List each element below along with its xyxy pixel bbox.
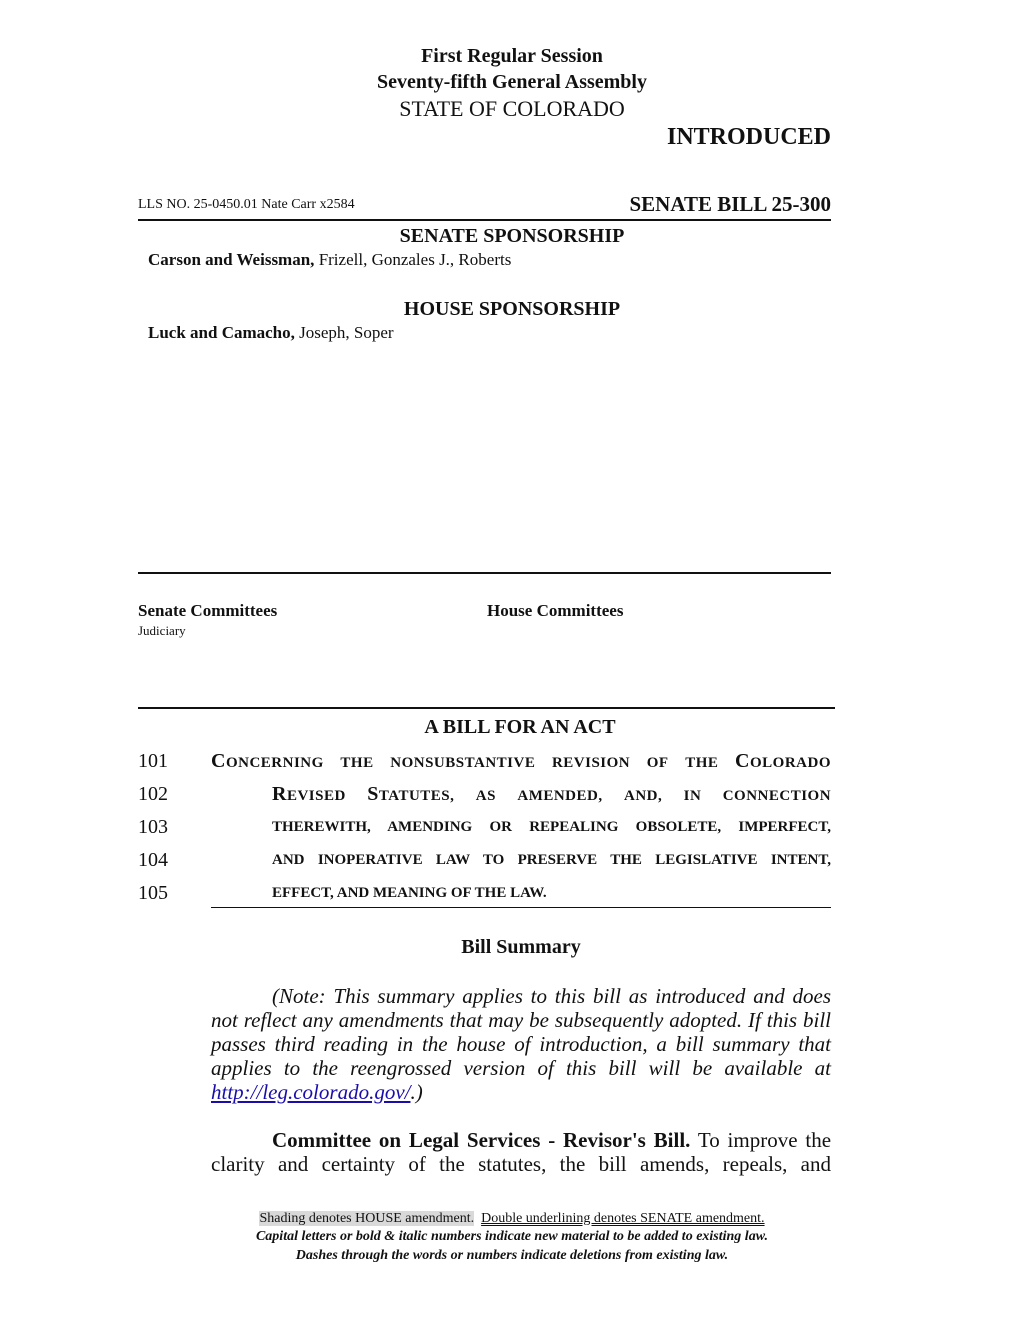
session-title: First Regular Session — [421, 45, 603, 67]
footer-capital-note: Capital letters or bold & italic numbers indicate new material to be added to existing law. — [255, 1229, 769, 1244]
bill-number: SENATE BILL 25-300 — [629, 192, 831, 216]
summary-note-text: (Note: This summary applies to this bill as introduced and does not reflect any amendments that may be subsequently adopted. If this bill passes third reading in the house of introduction, a bill summary that applies to the reengrossed version of this bill will be available at — [211, 984, 831, 1080]
bill-title-line: EFFECT, AND MEANING OF THE LAW. — [272, 885, 547, 901]
bill-title-line: AND INOPERATIVE LAW TO PRESERVE THE LEGISLATIVE INTENT, — [272, 852, 831, 868]
senate-committee-judiciary: Judiciary — [138, 623, 186, 638]
senate-sponsors — [148, 250, 511, 270]
footer-amendments — [0, 1211, 1024, 1227]
senate-committees-label: Senate Committees — [138, 601, 278, 620]
line-number: 101 — [138, 750, 168, 772]
line-number: 105 — [138, 882, 168, 904]
lls-number: LLS NO. 25-0450.01 Nate Carr x2584 — [138, 197, 355, 212]
house-sponsorship-heading: HOUSE SPONSORSHIP — [403, 298, 621, 320]
committees-top-divider — [138, 572, 831, 574]
footer-dashes-note: Dashes through the words or numbers indicate deletions from existing law. — [295, 1248, 729, 1263]
status-label: INTRODUCED — [666, 124, 831, 150]
bill-title-line: CONCERNING THE NONSUBSTANTIVE REVISION OF THE COLORADO — [211, 750, 832, 772]
summary-paragraph-text: To improve the clarity and certainty of the statutes, the bill amends, repeals, and — [211, 1128, 832, 1176]
leg-colorado-link[interactable]: http://leg.colorado.gov/ — [211, 1080, 411, 1104]
assembly-title: Seventy-fifth General Assembly — [377, 71, 647, 93]
state-title: STATE OF COLORADO — [399, 96, 625, 121]
footer-senate-amendment: Double underlining denotes SENATE amendment. — [481, 1211, 765, 1226]
act-heading: A BILL FOR AN ACT — [424, 716, 616, 738]
footer-house-amendment: Shading denotes HOUSE amendment. — [259, 1211, 475, 1226]
line-number: 102 — [138, 783, 168, 805]
senate-other-sponsors: Frizell, Gonzales J., Roberts — [318, 250, 512, 269]
header-divider — [138, 219, 831, 221]
senate-primary-sponsors: Carson and Weissman, — [148, 250, 315, 269]
committees-bottom-divider — [138, 707, 835, 709]
summary-note-end: .) — [410, 1080, 423, 1104]
summary-heading: Bill Summary — [461, 936, 581, 958]
bill-title-line: THEREWITH, AMENDING OR REPEALING OBSOLETE, IMPERFECT, — [272, 819, 831, 835]
summary-paragraph-title: Committee on Legal Services - Revisor's Bill. — [272, 1128, 691, 1152]
senate-sponsorship-heading: SENATE SPONSORSHIP — [399, 225, 625, 247]
line-number: 104 — [138, 849, 168, 871]
line-number: 103 — [138, 816, 168, 838]
house-other-sponsors: Joseph, Soper — [299, 323, 394, 342]
summary-paragraph — [211, 1128, 831, 1176]
bill-title-line: REVISED STATUTES, AS AMENDED, AND, IN CONNECTION — [272, 783, 832, 805]
house-sponsors — [148, 323, 394, 343]
act-divider — [211, 907, 831, 908]
house-committees-label: House Committees — [487, 601, 624, 620]
summary-note — [211, 984, 831, 1104]
house-primary-sponsors: Luck and Camacho, — [148, 323, 295, 342]
